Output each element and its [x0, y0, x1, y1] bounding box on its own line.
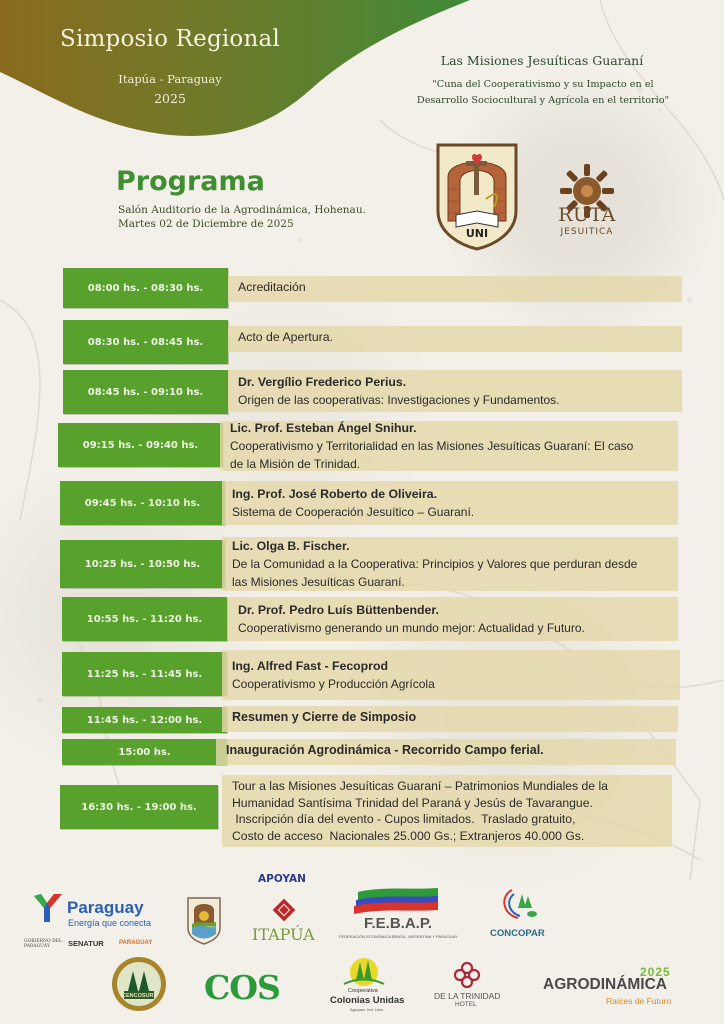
- concopar-logo: [498, 886, 542, 922]
- time-badge: 10:55 hs. - 11:20 hs.: [62, 597, 227, 641]
- cencosur-logo: [110, 955, 168, 1013]
- session-description: [228, 597, 678, 641]
- itapua-emblem-icon: [270, 896, 298, 924]
- session-description: [216, 739, 676, 765]
- session-topic-line: Origen de las cooperativas: Investigaciones y Fundamentos.: [238, 392, 560, 407]
- time-badge: 11:45 hs. - 12:00 hs.: [62, 707, 227, 733]
- itapua-coat-of-arms: [180, 894, 228, 946]
- time-badge: 09:45 hs. - 10:10 hs.: [60, 481, 225, 525]
- time-badge: 10:25 hs. - 10:50 hs.: [60, 540, 225, 588]
- agrodinamica-logo-text: AGRODINÁMICA: [543, 976, 667, 993]
- session-description: [228, 370, 682, 412]
- session-description: [222, 706, 678, 732]
- mission-title: Las Misiones Jesuíticas Guaraní: [440, 53, 644, 68]
- visit-paraguay-logo-text: PARAGUAY: [119, 940, 153, 946]
- session-description: [228, 276, 682, 302]
- session-topic-line: De la Comunidad a la Cooperativa: Principios y Valores que perduran desde: [232, 556, 638, 571]
- session-topic-line: Sistema de Cooperación Jesuítico – Guaraní.: [232, 504, 475, 519]
- event-title: Simposio Regional: [60, 26, 280, 52]
- session-title: Acto de Apertura.: [238, 330, 334, 344]
- session-title: Inauguración Agrodinámica - Recorrido Campo ferial.: [226, 743, 544, 757]
- session-description: [222, 537, 678, 591]
- session-topic-line: las Misiones Jesuíticas Guaraní.: [232, 574, 405, 589]
- ruta-logo-subtext: JESUITICA: [560, 227, 614, 237]
- time-badge: 16:30 hs. - 19:00 hs.: [60, 785, 218, 829]
- session-speaker: Dr. Vergílio Frederico Perius.: [238, 374, 407, 389]
- session-topic-line: de la Misión de Trinidad.: [230, 456, 361, 471]
- uni-university-logo: [434, 141, 520, 251]
- agrodinamica-tagline: Raíces de Futuro: [606, 996, 672, 1006]
- uni-logo-text: UNI: [465, 227, 489, 240]
- session-description: [220, 421, 678, 471]
- time-badge: 08:30 hs. - 08:45 hs.: [63, 320, 228, 364]
- senatur-logo-text: SENATUR: [68, 939, 104, 948]
- program-date: Martes 02 de Diciembre de 2025: [118, 218, 294, 230]
- ruta-logo-text: RUTA: [558, 204, 616, 226]
- session-topic-line: Tour a las Misiones Jesuíticas Guaraní – Patrimonios Mundiales de la: [232, 779, 608, 793]
- programa-heading: Programa: [116, 166, 265, 197]
- time-badge: 08:00 hs. - 08:30 hs.: [63, 268, 228, 308]
- session-title: Acreditación: [238, 280, 306, 294]
- colonias-small-text: Cooperativa: [348, 988, 378, 994]
- session-description: [222, 775, 672, 847]
- session-title: Resumen y Cierre de Simposio: [232, 710, 417, 724]
- time-badge: 09:15 hs. - 09:40 hs.: [58, 423, 223, 467]
- febap-flag-logo: [352, 886, 442, 916]
- session-speaker: Lic. Olga B. Fischer.: [232, 538, 350, 553]
- session-topic-line: Cooperativismo y Territorialidad en las Misiones Jesuíticas Guaraní: El caso: [230, 438, 634, 453]
- colonias-logo-text: Colonias Unidas: [330, 995, 405, 1006]
- itapua-logo-text: ITAPÚA: [252, 925, 315, 944]
- colonias-unidas-logo: [342, 956, 386, 990]
- paraguay-brand-logo: [32, 890, 66, 924]
- session-topic-line: Cooperativismo generando un mundo mejor: Actualidad y Futuro.: [238, 620, 585, 635]
- event-place: Itapúa - Paraguay: [118, 72, 222, 86]
- mission-quote-line: "Cuna del Cooperativismo y su Impacto en el: [432, 79, 654, 90]
- trinidad-hotel-logo: [452, 960, 482, 990]
- mission-quote: [388, 77, 698, 109]
- session-description: [222, 650, 680, 700]
- time-badge: 11:25 hs. - 11:45 hs.: [62, 652, 227, 696]
- cencosur-logo-text: CENCOSUR: [122, 993, 154, 999]
- concopar-logo-text: CONCOPAR: [490, 928, 545, 939]
- paraguay-logo-text: Paraguay: [67, 898, 144, 917]
- session-description: [222, 481, 678, 525]
- session-speaker: Dr. Prof. Pedro Luís Büttenbender.: [238, 602, 439, 617]
- cos-logo-text: COS: [204, 968, 280, 1007]
- session-topic-line: Cooperativismo y Producción Agrícola: [232, 676, 435, 691]
- session-speaker: Lic. Prof. Esteban Ángel Snihur.: [230, 420, 417, 435]
- gobierno-logo-text: GOBIERNO DEL PARAGUAY: [24, 939, 62, 949]
- session-speaker: Ing. Alfred Fast - Fecoprod: [232, 658, 388, 673]
- time-badge: 08:45 hs. - 09:10 hs.: [63, 370, 228, 414]
- febap-logo-text: F.E.B.A.P.: [364, 915, 433, 932]
- session-speaker: Ing. Prof. José Roberto de Oliveira.: [232, 486, 437, 501]
- event-year: 2025: [154, 91, 186, 106]
- trinidad-logo-subtext: HOTEL: [455, 1001, 477, 1008]
- session-topic-line: Humanidad Santísima Trinidad del Paraná y Jesús de Tavarangue.: [232, 795, 593, 810]
- mission-quote-line: Desarrollo Sociocultural y Agrícola en el territorio": [416, 95, 670, 106]
- colonias-logo-subtext: Agropec. Ind. Ltda.: [350, 1007, 384, 1012]
- trinidad-logo-text: DE LA TRINIDAD: [434, 991, 501, 1001]
- agrodinamica-year: 2025: [640, 965, 671, 979]
- paraguay-tagline: Energía que conecta: [68, 918, 152, 928]
- session-description: [228, 326, 682, 352]
- session-topic-line: Costo de acceso Nacionales 25.000 Gs.; Extranjeros 40.000 Gs.: [232, 828, 585, 843]
- time-badge: 15:00 hs.: [62, 739, 227, 765]
- session-topic-line: Inscripción día del evento - Cupos limitados. Traslado gratuito,: [232, 812, 576, 826]
- apoyan-label: APOYAN: [258, 873, 306, 885]
- program-venue: Salón Auditorio de la Agrodinámica, Hohenau.: [118, 204, 366, 216]
- febap-logo-subtext: FEDERACIÓN ECONÓMICA BRASIL, ARGENTINA Y PARAGUAY: [339, 934, 458, 939]
